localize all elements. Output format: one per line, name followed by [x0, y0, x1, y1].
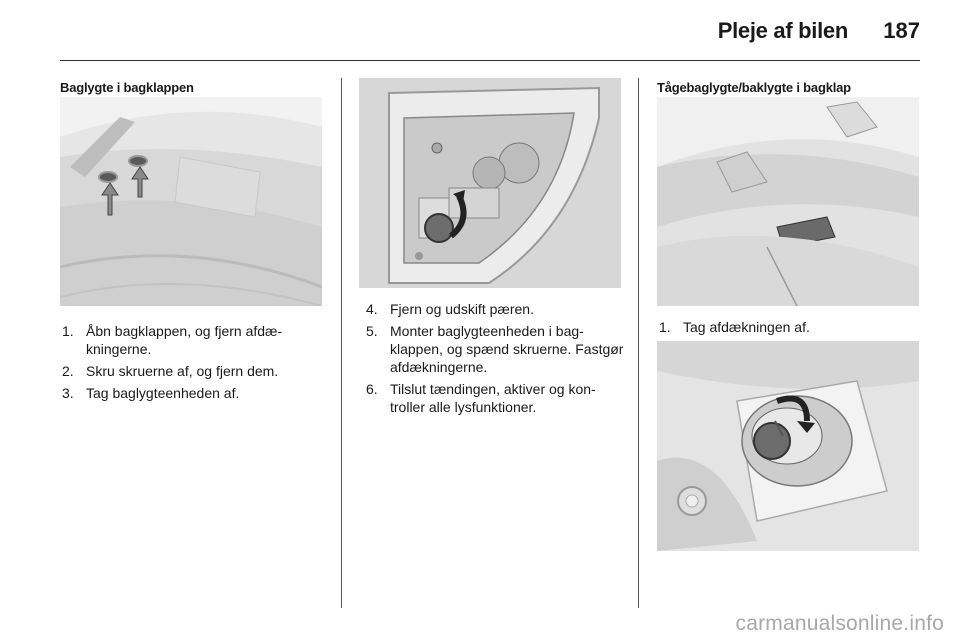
figure-tailgate-cover: [657, 97, 919, 306]
figure-tailgate-screws: [60, 97, 322, 306]
steps-list-left: [62, 322, 324, 406]
watermark: carmanualsonline.info: [735, 612, 944, 635]
list-item: 2. Skru skruerne af, og fjern dem.: [62, 363, 279, 379]
list-item: 4. Fjern og udskift pæren.: [366, 301, 534, 317]
header-rule: [60, 60, 920, 61]
list-item: 5. Monter baglygteenheden i bag-klappen, og spænd skruerne. Fastgør afdækningerne.: [366, 323, 624, 375]
column-divider-right: [638, 78, 639, 608]
section-title-fog-reverse-light: Tågebaglygte/baklygte i bagklap: [657, 80, 851, 95]
list-item: 3. Tag baglygteenheden af.: [62, 385, 240, 401]
page-number: 187: [883, 18, 920, 43]
figure-tail-light-bulb-holder: [359, 78, 621, 288]
list-item: 1. Tag afdækningen af.: [659, 319, 810, 335]
steps-list-middle: [366, 300, 626, 420]
column-divider-left: [341, 78, 342, 608]
list-item: 6. Tilslut tændingen, aktiver og kon-troller alle lysfunktioner.: [366, 381, 596, 415]
steps-list-right: [659, 318, 919, 340]
page-title: Pleje af bilen: [717, 18, 848, 43]
list-item: 1. Åbn bagklappen, og fjern afdæ-kningerne.: [62, 323, 283, 357]
figure-fog-light-bulb: [657, 341, 919, 551]
section-title-tail-light-tailgate: Baglygte i bagklappen: [60, 80, 194, 95]
